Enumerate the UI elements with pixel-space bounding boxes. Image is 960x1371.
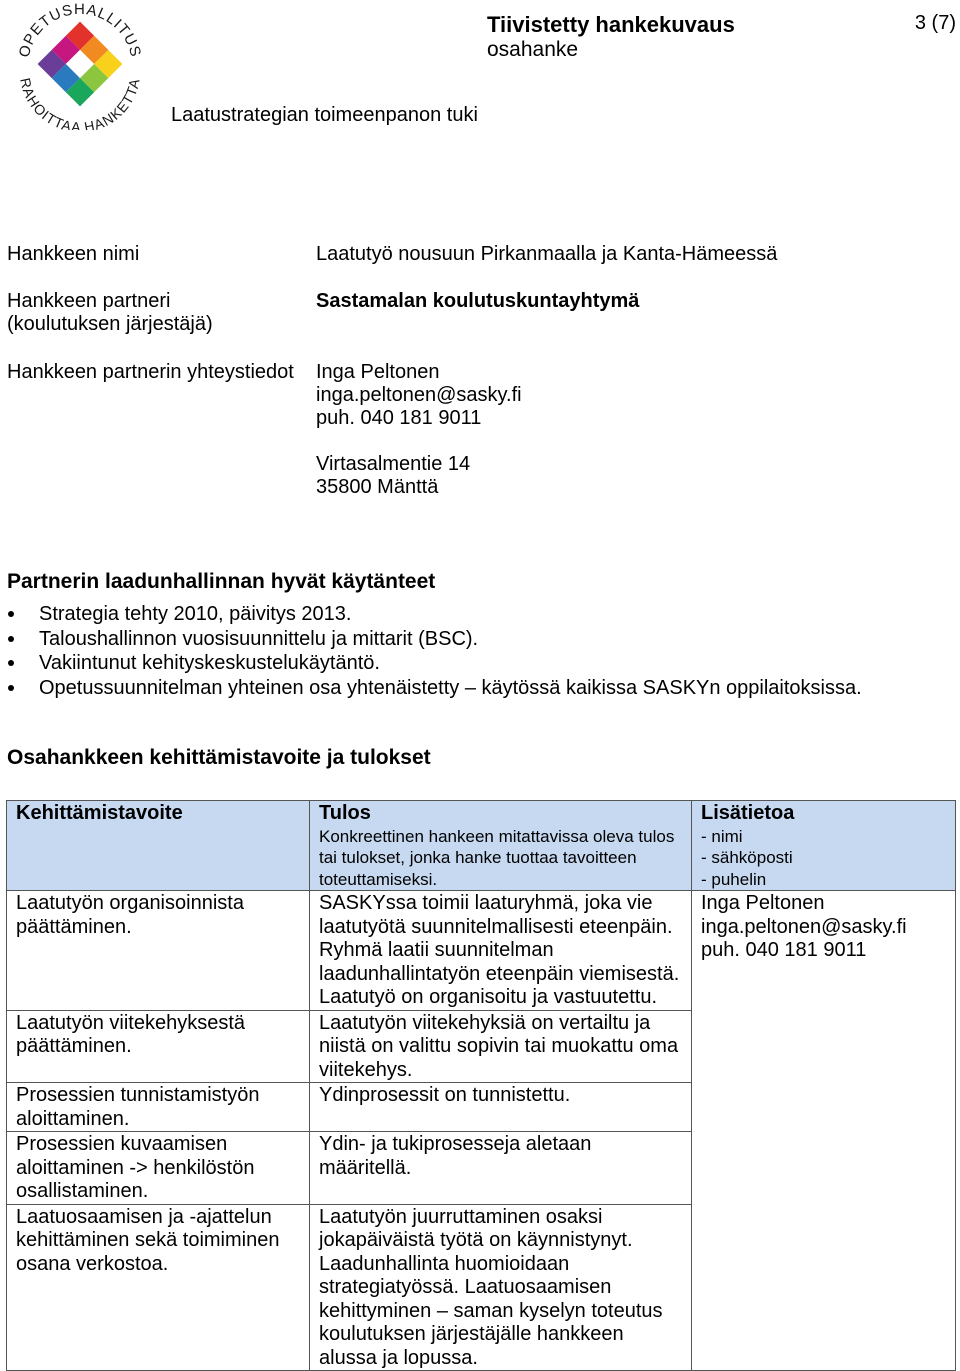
result-cell: Ydinprosessit on tunnistettu.	[310, 1083, 692, 1132]
svg-text:OPETUSHALLITUS: OPETUSHALLITUS	[15, 2, 145, 60]
project-name-label: Hankkeen nimi	[7, 243, 140, 265]
table-header-row	[7, 801, 956, 891]
header-goal: Kehittämistavoite	[7, 801, 310, 891]
address-street: Virtasalmentie 14	[316, 453, 471, 475]
header-result: Tulos Konkreettinen hankeen mitattavissa oleva tulos tai tulokset, jonka hanke tuottaa tavoitteen toteuttamiseksi.	[310, 801, 692, 891]
contact-details	[316, 361, 522, 499]
list-item-text: Taloushallinnon vuosisuunnittelu ja mittarit (BSC).	[39, 627, 479, 650]
result-cell: Laatutyön viitekehyksiä on vertailtu ja niistä on valittu sopivin tai muokattu oma viitekehys.	[310, 1010, 692, 1083]
list-item-text: Vakiintunut kehityskeskustelukäytäntö.	[39, 652, 380, 674]
bullet-icon	[8, 685, 14, 691]
partner-label-line2: (koulutuksen järjestäjä)	[7, 313, 213, 335]
practices-list	[0, 602, 950, 700]
bullet-icon	[8, 611, 14, 617]
goal-cell: Laatuosaamisen ja -ajattelun kehittäminen sekä toimiminen osana verkostoa.	[7, 1204, 310, 1371]
info-cell	[692, 891, 956, 1371]
document-subtitle: osahanke	[487, 38, 579, 61]
results-table	[6, 800, 956, 1371]
list-item-text: Strategia tehty 2010, päivitys 2013.	[39, 603, 352, 625]
project-name-value: Laatutyö nousuun Pirkanmaalla ja Kanta-Hämeessä	[316, 243, 778, 265]
list-item	[0, 627, 950, 652]
contact-label: Hankkeen partnerin yhteystiedot	[7, 361, 294, 383]
partner-label-line1: Hankkeen partneri	[7, 290, 171, 312]
list-item	[0, 676, 950, 701]
bullet-icon	[8, 636, 14, 642]
info-person: Inga Peltonen	[701, 892, 825, 914]
result-cell: SASKYssa toimii laaturyhmä, joka vie laatutyötä suunnitelmallisesti eteenpäin. Ryhmä laatii suunnitelman laadunhallintatyön eteenpäin viemisestä. Laatutyö on organisoitu ja vastuutettu.	[310, 891, 692, 1011]
goal-cell: Prosessien kuvaamisen aloittaminen -> henkilöstön osallistaminen.	[7, 1132, 310, 1205]
list-item	[0, 602, 950, 627]
contact-phone: puh. 040 181 9011	[316, 407, 482, 429]
goal-cell: Prosessien tunnistamistyön aloittaminen.	[7, 1083, 310, 1132]
goal-cell: Laatutyön organisoinnista päättäminen.	[7, 891, 310, 1011]
info-email: inga.peltonen@sasky.fi	[701, 915, 907, 938]
list-item-text: Opetussuunnitelman yhteinen osa yhtenäistetty – käytössä kaikissa SASKYn oppilaitoksissa.	[39, 676, 862, 699]
page-number: 3 (7)	[914, 12, 956, 34]
document-title: Tiivistetty hankekuvaus	[487, 12, 735, 37]
result-cell: Laatutyön juurruttaminen osaksi jokapäiväistä työtä on käynnistynyt. Laadunhallinta huomioidaan strategiatyössä. Laatuosaamisen kehittyminen – saman kyselyn toteutus koulutuksen järjestäjälle hankkeen alussa ja lopussa.	[310, 1204, 692, 1371]
partner-value: Sastamalan koulutuskuntayhtymä	[316, 290, 640, 312]
table-row	[7, 891, 956, 1011]
address-city: 35800 Mänttä	[316, 476, 439, 498]
svg-text:RAHOITTAA HANKETTA: RAHOITTAA HANKETTA	[17, 76, 143, 130]
program-name: Laatustrategian toimeenpanon tuki	[171, 104, 478, 126]
partner-label	[7, 290, 213, 336]
goal-cell: Laatutyön viitekehyksestä päättäminen.	[7, 1010, 310, 1083]
header-info: Lisätietoa - nimi - sähköposti - puhelin	[692, 801, 956, 891]
opetushallitus-logo	[10, 2, 150, 130]
list-item	[0, 651, 950, 676]
info-phone: puh. 040 181 9011	[701, 939, 867, 961]
result-cell: Ydin- ja tukiprosesseja aletaan määritellä.	[310, 1132, 692, 1205]
practices-title: Partnerin laadunhallinnan hyvät käytänteet	[7, 570, 436, 593]
bullet-icon	[8, 660, 14, 666]
results-title: Osahankkeen kehittämistavoite ja tulokset	[7, 746, 431, 769]
contact-email: inga.peltonen@sasky.fi	[316, 384, 522, 406]
contact-person: Inga Peltonen	[316, 361, 440, 383]
